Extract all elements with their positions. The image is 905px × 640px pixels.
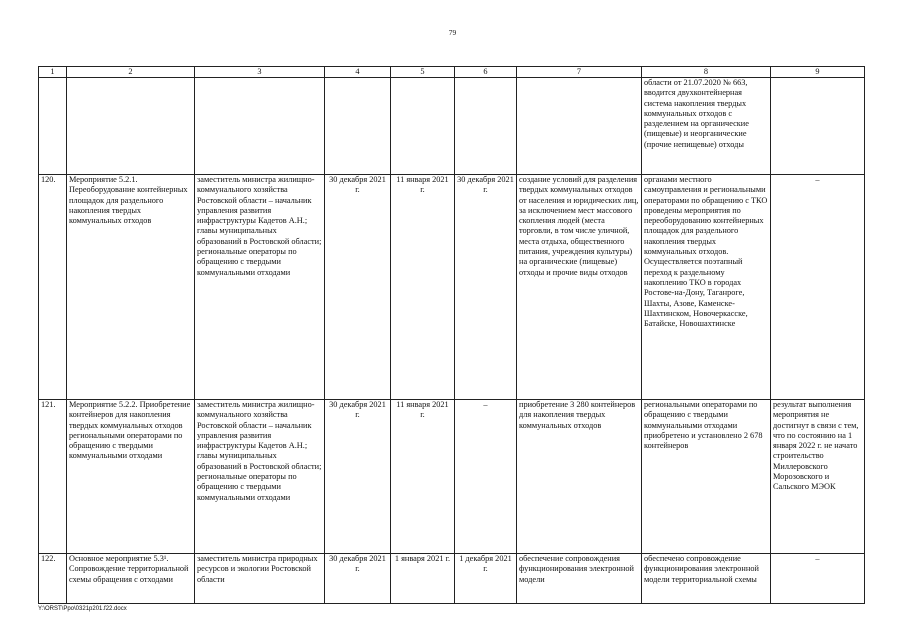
planned-result-cell [517,78,642,175]
col-header-6: 6 [455,67,517,78]
row-number: 120. [39,175,67,400]
actual-start-cell: 1 января 2021 г. [391,554,455,604]
actual-end-cell: – [455,400,517,554]
responsible-cell [195,78,325,175]
row-number: 122. [39,554,67,604]
actual-start-cell: 11 января 2021 г. [391,175,455,400]
table-row [39,175,865,400]
col-header-1: 1 [39,67,67,78]
actual-result-cell: органами местного самоуправления и региональными операторами по обращению с ТКО проведены мероприятия по переоборудованию контейнерных площадок для раздельного накопления твердых коммунальных отходов. Осуществляется поэтапный переход к раздельному накоплению ТКО в городах Ростове-на-Дону, Таганроге, Шахты, Азове, Каменске-Шахтинском, Новочеркасске, Батайске, Новошахтинске [642,175,771,400]
reasons-cell: результат выполнения мероприятия не достигнут в связи с тем, что по состоянию на 1 января 2022 г. не начато строительство Миллеровского Морозовского и Сальского МЭОК [771,400,865,554]
col-header-9: 9 [771,67,865,78]
responsible-cell: заместитель министра жилищно-коммунального хозяйства Ростовской области – начальник управления развития инфраструктуры Кадетов А.Н.; главы муниципальных образований в Ростовской области; региональные операторы по обращению с твердыми коммунальными отходами [195,400,325,554]
planned-result-cell: приобретение 3 280 контейнеров для накопления твердых коммунальных отходов [517,400,642,554]
report-table [38,66,865,604]
col-header-4: 4 [325,67,391,78]
planned-date-cell: 30 декабря 2021 г. [325,175,391,400]
row-number [39,78,67,175]
event-cell [67,78,195,175]
actual-end-cell: 1 декабря 2021 г. [455,554,517,604]
actual-end-cell: 30 декабря 2021 г. [455,175,517,400]
reasons-cell [771,78,865,175]
planned-result-cell: создание условий для разделения твердых коммунальных отходов от населения и юридических лиц, за исключением мест массового скопления людей (места торговли, в том числе уличной, места отдыха, общественного питания, учреждения культуры) на органические (пищевые) отходы и прочие виды отходов [517,175,642,400]
table-row [39,554,865,604]
col-header-5: 5 [391,67,455,78]
planned-date-cell: 30 декабря 2021 г. [325,400,391,554]
actual-result-cell: области от 21.07.2020 № 663, вводится двухконтейнерная система накопления твердых коммунальных отходов с разделением на органические (пищевые) и неорганические (прочие непищевые) отходы [642,78,771,175]
event-cell: Мероприятие 5.2.1. Переоборудование контейнерных площадок для раздельного накопления твердых коммунальных отходов [67,175,195,400]
actual-start-cell [391,78,455,175]
page-number: 79 [448,28,457,37]
table-row [39,78,865,175]
col-header-8: 8 [642,67,771,78]
planned-date-cell [325,78,391,175]
actual-result-cell: региональными операторами по обращению с твердыми коммунальными отходами приобретено и установлено 2 678 контейнеров [642,400,771,554]
file-path-footer: Y:\ORST\Ppo\0321p201.f22.docx [38,606,127,612]
row-number: 121. [39,400,67,554]
actual-start-cell: 11 января 2021 г. [391,400,455,554]
col-header-2: 2 [67,67,195,78]
col-header-3: 3 [195,67,325,78]
table-row [39,400,865,554]
planned-result-cell: обеспечение сопровождения функционирования электронной модели [517,554,642,604]
col-header-7: 7 [517,67,642,78]
actual-result-cell: обеспечено сопровождение функционирования электронной модели территориальной схемы [642,554,771,604]
reasons-cell: – [771,175,865,400]
responsible-cell: заместитель министра природных ресурсов и экологии Ростовской области [195,554,325,604]
planned-date-cell: 30 декабря 2021 г. [325,554,391,604]
actual-end-cell [455,78,517,175]
event-cell: Мероприятие 5.2.2. Приобретение контейнеров для накопления твердых коммунальных отходов региональными операторами по обращению с твердыми коммунальными отходами [67,400,195,554]
event-cell: Основное мероприятие 5.3¹. Сопровождение территориальной схемы обращения с отходами [67,554,195,604]
reasons-cell: – [771,554,865,604]
header-row [39,67,865,78]
responsible-cell: заместитель министра жилищно-коммунального хозяйства Ростовской области – начальник управления развития инфраструктуры Кадетов А.Н.; главы муниципальных образований в Ростовской области; региональные операторы по обращению с твердыми коммунальными отходами [195,175,325,400]
